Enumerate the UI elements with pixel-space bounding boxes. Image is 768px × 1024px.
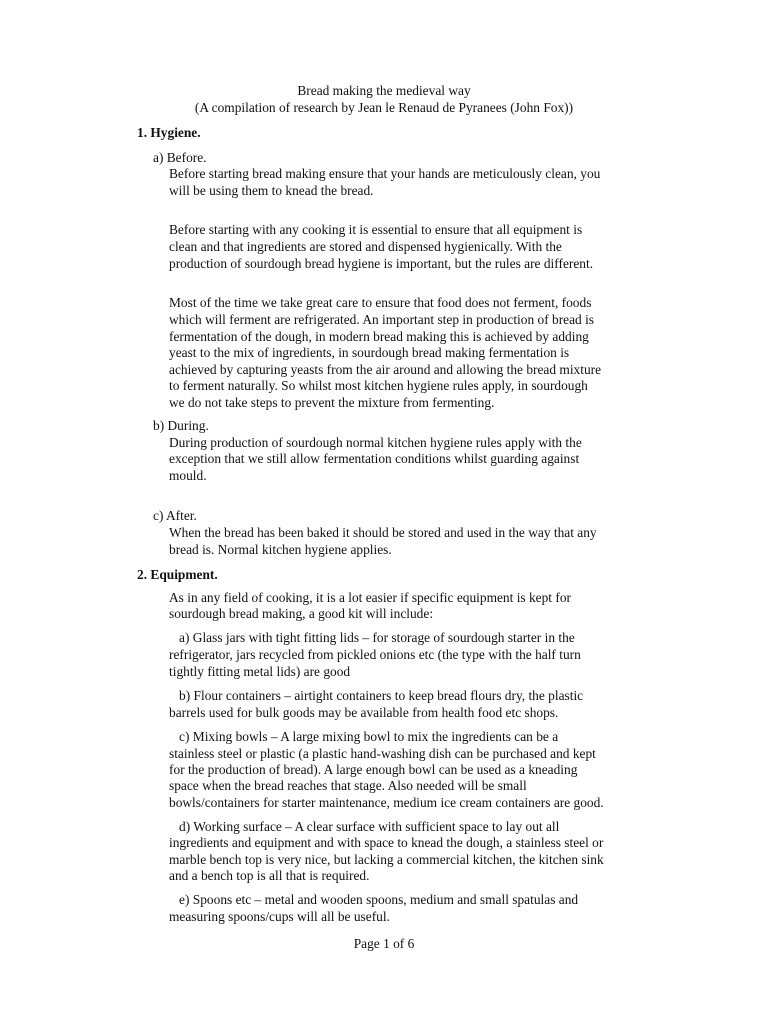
page-number: Page 1 of 6: [353, 936, 415, 951]
paragraph-line: fermentation of the dough, in modern bread making this is achieved by adding: [169, 329, 589, 344]
list-item-glass-jars: a) Glass jars with tight fitting lids – for storage of sourdough starter in the: [169, 630, 575, 645]
paragraph-line: As in any field of cooking, it is a lot easier if specific equipment is kept for: [169, 590, 571, 605]
doc-title: Bread making the medieval way: [297, 83, 471, 98]
paragraph-line: refrigerator, jars recycled from pickled onions etc (the type with the half turn: [169, 647, 581, 662]
paragraph-line: ingredients and equipment and with space to knead the dough, a stainless steel or: [169, 835, 604, 850]
section-heading-hygiene: 1. Hygiene.: [137, 125, 201, 140]
paragraph-line: achieved by capturing yeasts from the air around and allowing the bread mixture: [169, 362, 602, 377]
item-label-before: a) Before.: [153, 150, 207, 165]
paragraph-line: mould.: [169, 468, 207, 483]
list-item-flour-containers: b) Flour containers – airtight containers to keep bread flours dry, the plastic: [169, 688, 584, 703]
paragraph-line: to ferment naturally. So whilst most kitchen hygiene rules apply, in sourdough: [169, 378, 588, 393]
paragraph-line: exception that we still allow fermentation conditions whilst guarding against: [169, 451, 580, 466]
section-heading-equipment: 2. Equipment.: [137, 567, 218, 582]
item-label-during: b) During.: [153, 418, 209, 433]
paragraph-line: for the production of bread). A large enough bowl can be used as a kneading: [169, 762, 578, 777]
paragraph-line: bowls/containers for starter maintenance, medium ice cream containers are good.: [169, 795, 604, 810]
paragraph-line: bread is. Normal kitchen hygiene applies.: [169, 542, 392, 557]
paragraph-line: clean and that ingredients are stored and dispensed hygienically. With the: [169, 239, 562, 254]
paragraph-line: marble bench top is very nice, but lacking a commercial kitchen, the kitchen sink: [169, 852, 604, 867]
paragraph-line: When the bread has been baked it should be stored and used in the way that any: [169, 525, 597, 540]
paragraph-line: space when the bread reaches that stage. Also needed will be small: [169, 778, 527, 793]
paragraph-line: Most of the time we take great care to ensure that food does not ferment, foods: [169, 295, 592, 310]
paragraph-line: stainless steel or plastic (a plastic hand-washing dish can be purchased and kept: [169, 746, 596, 761]
list-item-spoons: e) Spoons etc – metal and wooden spoons, medium and small spatulas and: [169, 892, 579, 907]
doc-subtitle: (A compilation of research by Jean le Renaud de Pyranees (John Fox)): [194, 100, 574, 115]
paragraph-line: tightly fitting metal lids) are good: [169, 664, 351, 679]
list-item-working-surface: d) Working surface – A clear surface with sufficient space to lay out all: [169, 819, 560, 834]
list-item-mixing-bowls: c) Mixing bowls – A large mixing bowl to mix the ingredients can be a: [169, 729, 559, 744]
paragraph-line: we do not take steps to prevent the mixture from fermenting.: [169, 395, 495, 410]
paragraph-line: which will ferment are refrigerated. An important step in production of bread is: [169, 312, 595, 327]
paragraph-line: barrels used for bulk goods may be available from health food etc shops.: [169, 705, 559, 720]
paragraph-line: Before starting with any cooking it is essential to ensure that all equipment is: [169, 222, 583, 237]
paragraph-line: Before starting bread making ensure that your hands are meticulously clean, you: [169, 166, 601, 181]
paragraph-line: production of sourdough bread hygiene is important, but the rules are different.: [169, 256, 594, 271]
paragraph-line: yeast to the mix of ingredients, in sourdough bread making fermentation is: [169, 345, 570, 360]
paragraph-line: During production of sourdough normal kitchen hygiene rules apply with the: [169, 435, 582, 450]
paragraph-line: sourdough bread making, a good kit will include:: [169, 606, 434, 621]
item-label-after: c) After.: [153, 508, 197, 523]
paragraph-line: will be using them to knead the bread.: [169, 183, 374, 198]
paragraph-line: measuring spoons/cups will all be useful.: [169, 909, 390, 924]
paragraph-line: and a bench top is all that is required.: [169, 868, 370, 883]
